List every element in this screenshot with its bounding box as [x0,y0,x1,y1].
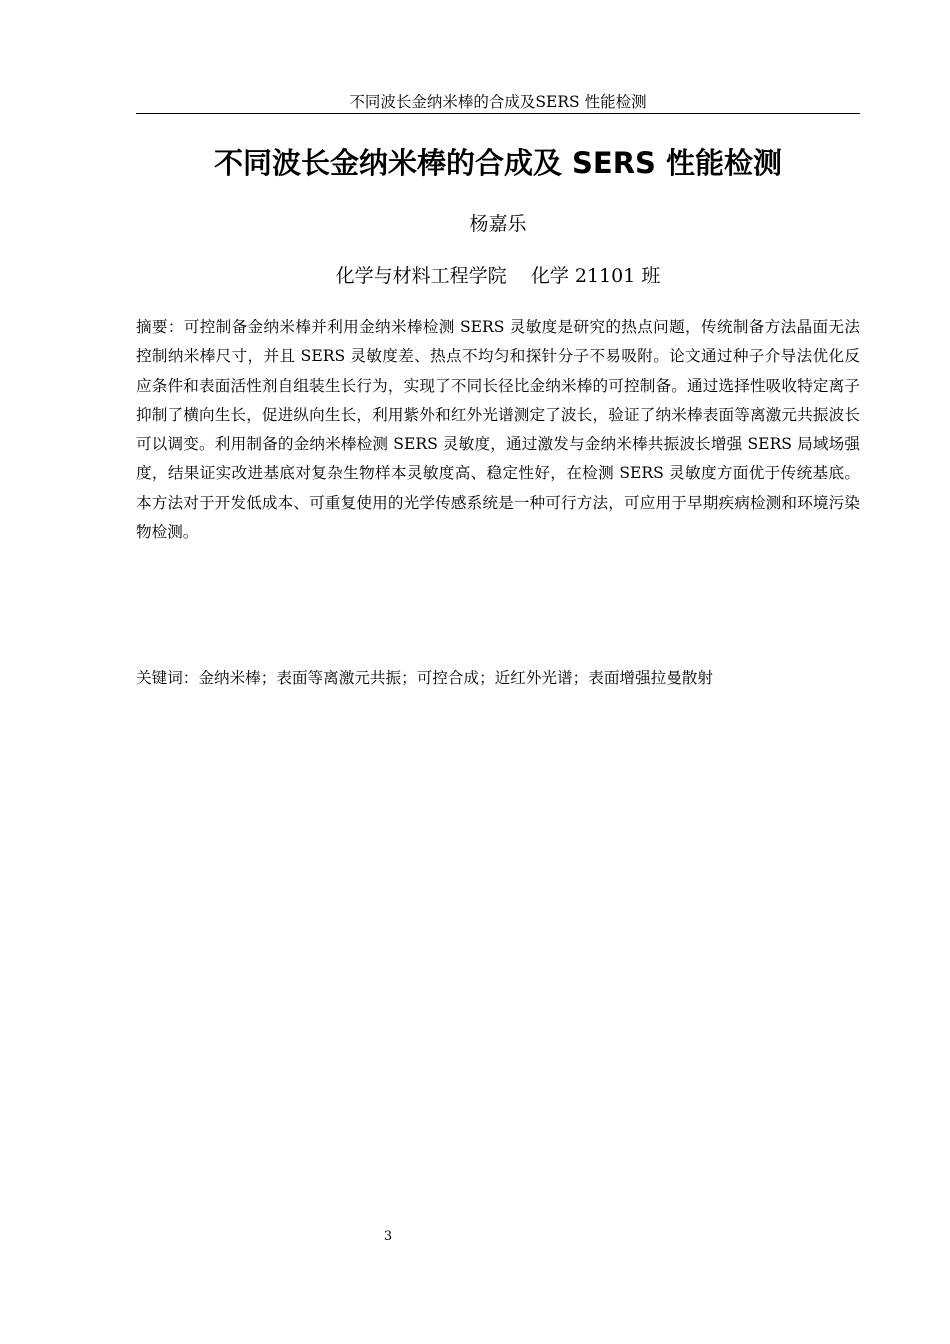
running-header: 不同波长金纳米棒的合成及SERS 性能检测 [349,93,647,111]
author-name: 杨嘉乐 [469,213,527,235]
abstract-text: 可控制备金纳米棒并利用金纳米棒检测 SERS 灵敏度是研究的热点问题，传统制备方法晶面无法控制纳米棒尺寸，并且 SERS 灵敏度差、热点不均匀和探针分子不易吸附。论文通过种子介导法优化反应条件和表面活性剂自组装生长行为，实现了不同长径比金纳米棒的可控制备。通过选择性吸收特定离子抑制了横向生长，促进纵向生长，利用紫外和红外光谱测定了波长，验证了纳米棒表面等离激元共振波长可以调变。利用制备的金纳米棒检测 SERS 灵敏度，通过激发与金纳米棒共振波长增强 SERS 局域场强度，结果证实改进基底对复杂生物样本灵敏度高、稳定性好，在检测 SERS 灵敏度方面优于传统基底。本方法对于开发低成本、可重复使用的光学传感系统是一种可行方法，可应用于早期疾病检测和环境污染物检测。 [136,318,860,542]
header-rule [136,113,860,114]
keywords-label: 关键词： [136,669,199,687]
abstract-paragraph [136,313,860,547]
abstract-label: 摘要： [136,318,184,336]
page-number: 3 [383,1229,393,1244]
author-affiliation: 化学与材料工程学院 化学 21101 班 [335,265,661,287]
keywords-text: 金纳米棒；表面等离激元共振；可控合成；近红外光谱；表面增强拉曼散射 [198,669,713,687]
paper-title: 不同波长金纳米棒的合成及 SERS 性能检测 [213,146,783,180]
keywords-paragraph [136,664,860,692]
